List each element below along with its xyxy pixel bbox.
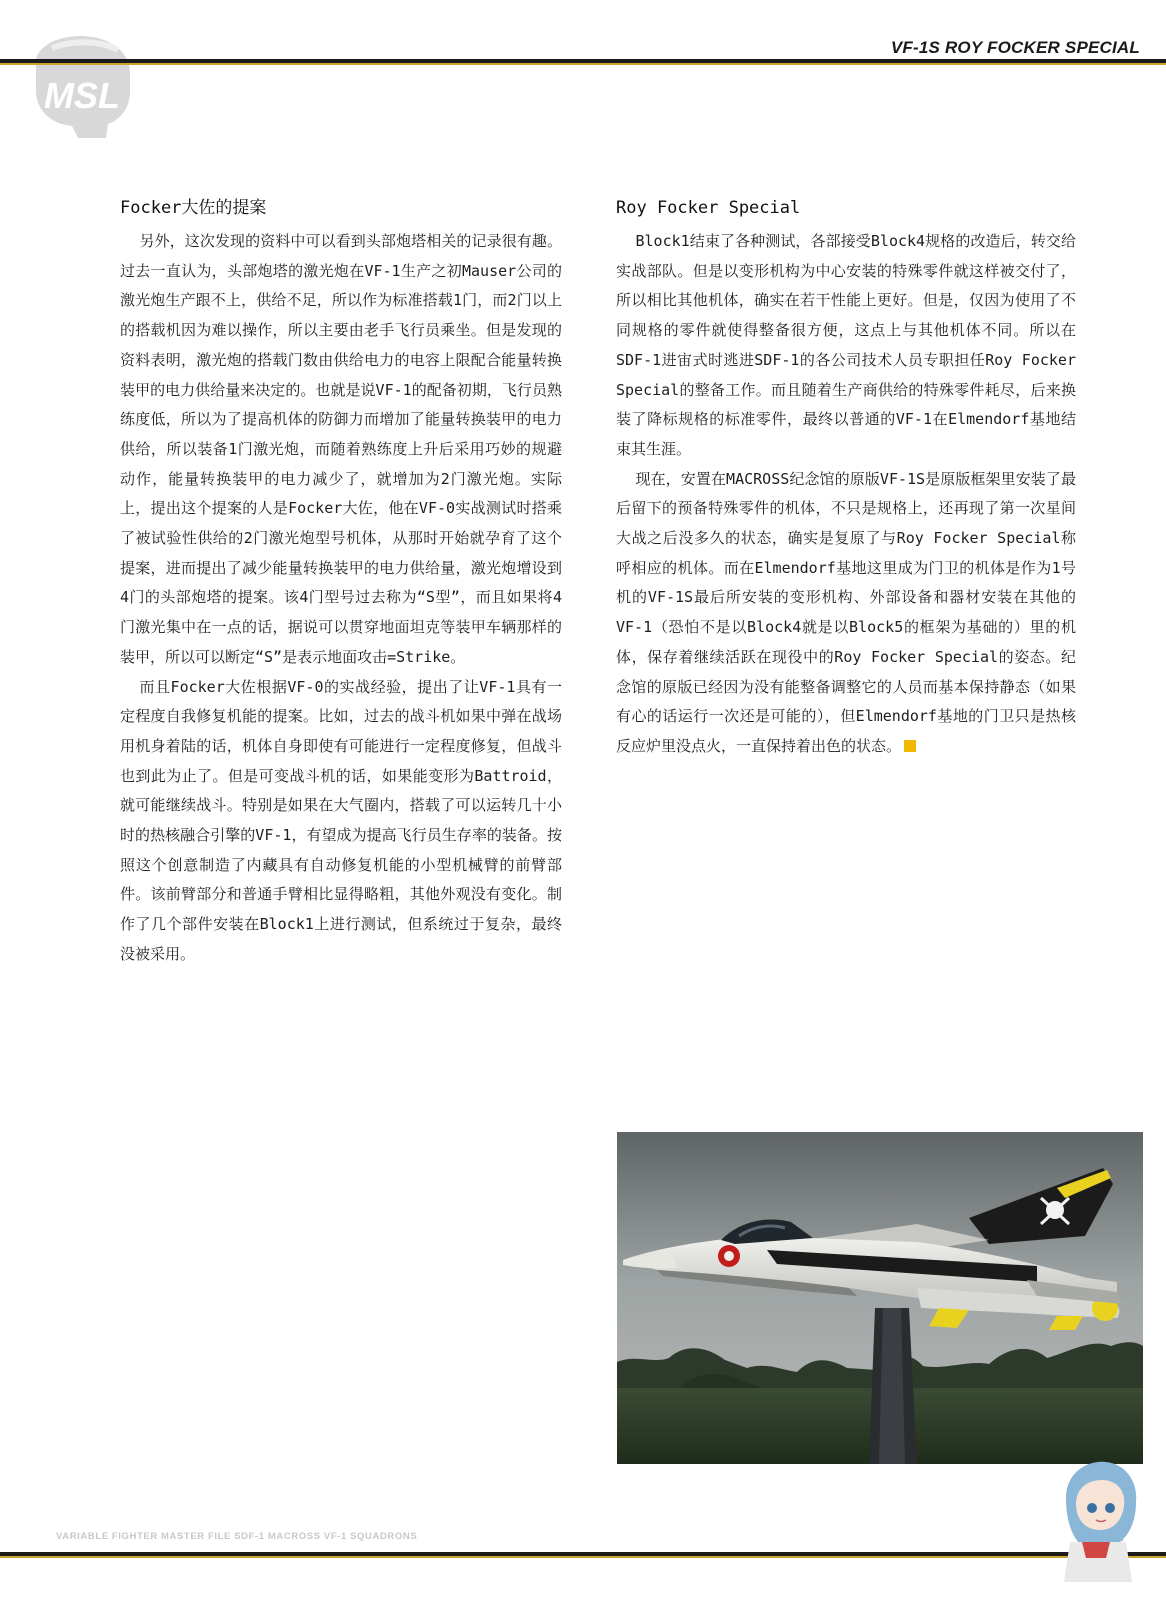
section-heading-focker-proposal: Focker大佐的提案 [120, 198, 267, 218]
body-paragraph [616, 465, 1076, 762]
footer-series-text: VARIABLE FIGHTER MASTER FILE SDF-1 MACROSS VF-1 SQUADRONS [56, 1531, 418, 1542]
footer-rule-gold [0, 1556, 1166, 1558]
body-paragraph: 而且Focker大佐根据VF-0的实战经验，提出了让VF-1具有一定程度自我修复机能的提案。比如，过去的战斗机如果中弹在战场用机身着陆的话，机体自身即使有可能进行一定程度修复，但战斗也到此为止了。但是可变战斗机的话，如果能变形为Battroid，就可能继续战斗。特别是如果在大气圈内，搭载了可以运转几十小时的热核融合引擎的VF-1，有望成为提高飞行员生存率的装备。按照这个创意制造了内藏具有自动修复机能的小型机械臂的前臂部件。该前臂部分和普通手臂相比显得略粗，其他外观没有变化。制作了几个部件安装在Block1上进行测试，但系统过于复杂，最终没被采用。 [120, 677, 562, 963]
body-paragraph: Block1结束了各种测试，各部接受Block4规格的改造后，转交给实战部队。但是以变形机构为中心安装的特殊零件就这样被交付了，所以相比其他机体，确实在若干性能上更好。但是，仅因为使用了不同规格的零件就使得整备很方便，这点上与其他机体不同。所以在SDF-1进宙式时逃进SDF-1的各公司技术人员专职担任Roy Focker Special的整备工作。而且随着生产商供给的特殊零件耗尽，后来换装了降标规格的标准零件，最终以普通的VF-1在Elmendorf基地结束其生涯。 [616, 232, 1076, 458]
header-rule-gold [0, 63, 1166, 65]
body-paragraph: 另外，这次发现的资料中可以看到头部炮塔相关的记录很有趣。过去一直认为，头部炮塔的激光炮在VF-1生产之初Mauser公司的激光炮生产跟不上，供给不足，所以作为标准搭载1门，而2门以上的搭载机因为难以操作，所以主要由老手飞行员乘坐。但是发现的资料表明，激光炮的搭载门数由供给电力的电容上限配合能量转换装甲的电力供给量来决定的。也就是说VF-1的配备初期，飞行员熟练度低，所以为了提高机体的防御力而增加了能量转换装甲的电力供给，所以装备1门激光炮，而随着熟练度上升后采用巧妙的规避动作，能量转换装甲的电力减少了，就增加为2门激光炮。实际上，提出这个提案的人是Focker大佐，他在VF-0实战测试时搭乘了被试验性供给的2门激光炮型号机体，从那时开始就孕育了这个提案，进而提出了减少能量转换装甲的电力供给量，激光炮增设到4门的头部炮塔的提案。该4门型号过去称为“S型”，而且如果将4门激光集中在一点的话，据说可以贯穿地面坦克等装甲车辆那样的装甲，所以可以断定“S”是表示地面攻击=Strike。 [120, 232, 562, 666]
msl-logo [22, 28, 142, 146]
logo-text: MSL [44, 75, 120, 116]
body-paragraph-text: 现在，安置在MACROSS纪念馆的原版VF-1S是原版框架里安装了最后留下的预备特殊零件的机体，不只是规格上，还再现了第一次星间大战之后没多久的状态，确实是复原了与Roy Focker Special称呼相应的机体。而在Elmendorf基地这里成为门卫的机体是作为1号机的VF-1S最后所安装的变形机构、外部设备和器材安装在其他的VF-1（恐怕不是以Block4就是以Block5的框架为基础的）里的机体，保存着继续活跃在现役中的Roy Focker Special的姿态。纪念馆的原版已经因为没有能整备调整它的人员而基本保持静态（如果有心的话运行一次还是可能的），但Elmendorf基地的门卫只是热核反应炉里没点火，一直保持着出色的状态。 [616, 469, 1076, 755]
series-title: VF-1S ROY FOCKER SPECIAL [890, 38, 1140, 57]
end-of-article-mark [904, 740, 916, 752]
section-heading-roy-focker-special: Roy Focker Special [616, 198, 801, 218]
right-column [616, 195, 1076, 762]
mascot-illustration [1052, 1458, 1140, 1584]
left-column [120, 195, 562, 970]
vf1s-display-photo [617, 1132, 1143, 1464]
